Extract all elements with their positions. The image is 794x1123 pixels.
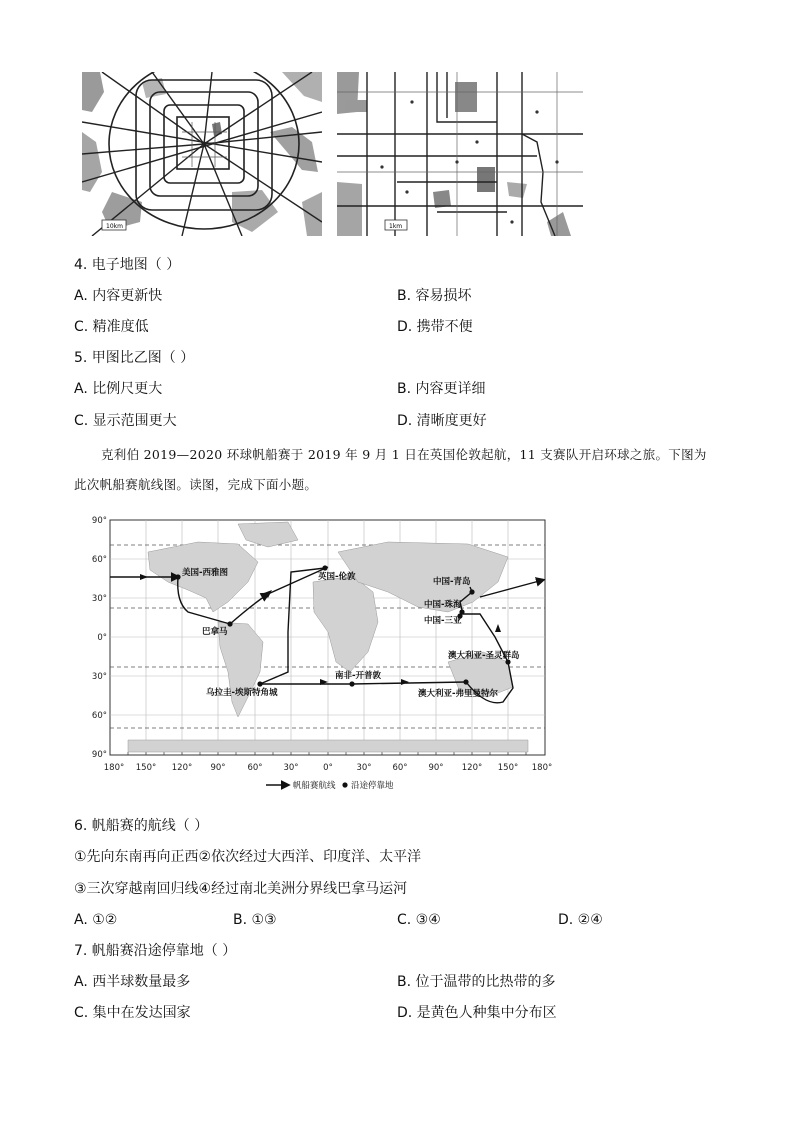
x-label-6: 0° xyxy=(323,763,333,773)
label-seattle: 美国-西雅图 xyxy=(182,568,229,578)
q6-statement-line-2: ③三次穿越南回归线④经过南北美洲分界线巴拿马运河 xyxy=(74,881,408,897)
x-label-0: 180° xyxy=(103,763,125,773)
label-qingdao: 中国-青岛 xyxy=(433,577,471,587)
q6-option-d[interactable]: D. ②④ xyxy=(558,912,603,928)
y-label-30s: 30° xyxy=(91,672,107,682)
q6-statement-line-1: ①先向东南再向正西②依次经过大西洋、印度洋、太平洋 xyxy=(74,849,422,865)
q4-option-d[interactable]: D. 携带不便 xyxy=(397,319,473,335)
q4-option-b[interactable]: B. 容易损坏 xyxy=(397,288,472,304)
city-map-right xyxy=(337,72,583,236)
label-fremantle: 澳大利亚-弗里曼特尔 xyxy=(418,689,499,699)
label-punta: 乌拉圭-埃斯特角城 xyxy=(206,688,278,698)
passage-line-2: 此次帆船赛航线图。读图，完成下面小题。 xyxy=(74,477,318,492)
label-capetown: 南非-开普敦 xyxy=(335,671,382,681)
label-zhuhai: 中国-珠海 xyxy=(424,600,462,610)
x-label-4: 60° xyxy=(247,763,263,773)
x-label-1: 150° xyxy=(135,763,157,773)
legend-route-label: 帆船赛航线 xyxy=(293,781,336,791)
passage-line-1: 克利伯 2019—2020 环球帆船赛于 2019 年 9 月 1 日在英国伦敦起航，11 支赛队开启环球之旅。下图为 xyxy=(101,447,707,462)
x-label-9: 90° xyxy=(428,763,444,773)
y-label-90n: 90° xyxy=(91,516,107,526)
question-4-stem: 4. 电子地图（ ） xyxy=(74,257,181,273)
label-sanya: 中国-三亚 xyxy=(424,616,462,626)
label-panama: 巴拿马 xyxy=(202,627,228,637)
y-label-30n: 30° xyxy=(91,594,107,604)
q5-option-c[interactable]: C. 显示范围更大 xyxy=(74,413,177,429)
q7-option-c[interactable]: C. 集中在发达国家 xyxy=(74,1005,191,1021)
q6-option-c[interactable]: C. ③④ xyxy=(397,912,441,928)
q5-option-a[interactable]: A. 比例尺更大 xyxy=(74,381,163,397)
x-label-3: 90° xyxy=(210,763,226,773)
x-label-5: 30° xyxy=(283,763,299,773)
x-label-7: 30° xyxy=(356,763,372,773)
legend-stop-label: 沿途停靠地 xyxy=(351,781,394,791)
q7-option-b[interactable]: B. 位于温带的比热带的多 xyxy=(397,974,556,990)
x-label-2: 120° xyxy=(171,763,193,773)
label-whitsunday: 澳大利亚-圣灵群岛 xyxy=(448,651,520,661)
y-label-0: 0° xyxy=(97,633,107,643)
y-label-60n: 60° xyxy=(91,555,107,565)
question-7-stem: 7. 帆船赛沿途停靠地（ ） xyxy=(74,943,237,959)
y-label-90s: 90° xyxy=(91,750,107,760)
q4-option-c[interactable]: C. 精准度低 xyxy=(74,319,149,335)
x-label-10: 120° xyxy=(461,763,483,773)
q7-option-a[interactable]: A. 西半球数量最多 xyxy=(74,974,191,990)
sailing-route-map xyxy=(88,512,558,792)
q7-option-d[interactable]: D. 是黄色人种集中分布区 xyxy=(397,1005,557,1021)
x-label-8: 60° xyxy=(392,763,408,773)
map-legend xyxy=(266,780,394,791)
city-map-left xyxy=(82,72,322,236)
q4-option-a[interactable]: A. 内容更新快 xyxy=(74,288,163,304)
right-map-scale: 1km xyxy=(389,223,403,230)
q5-option-b[interactable]: B. 内容更详细 xyxy=(397,381,486,397)
label-london: 英国-伦敦 xyxy=(318,572,356,582)
question-5-stem: 5. 甲图比乙图（ ） xyxy=(74,350,195,366)
x-label-11: 150° xyxy=(497,763,519,773)
y-label-60s: 60° xyxy=(91,711,107,721)
x-label-12: 180° xyxy=(531,763,553,773)
question-6-stem: 6. 帆船赛的航线（ ） xyxy=(74,818,209,834)
q5-option-d[interactable]: D. 清晰度更好 xyxy=(397,413,487,429)
left-map-scale: 10km xyxy=(106,223,123,230)
q6-option-b[interactable]: B. ①③ xyxy=(233,912,277,928)
q6-option-a[interactable]: A. ①② xyxy=(74,912,118,928)
